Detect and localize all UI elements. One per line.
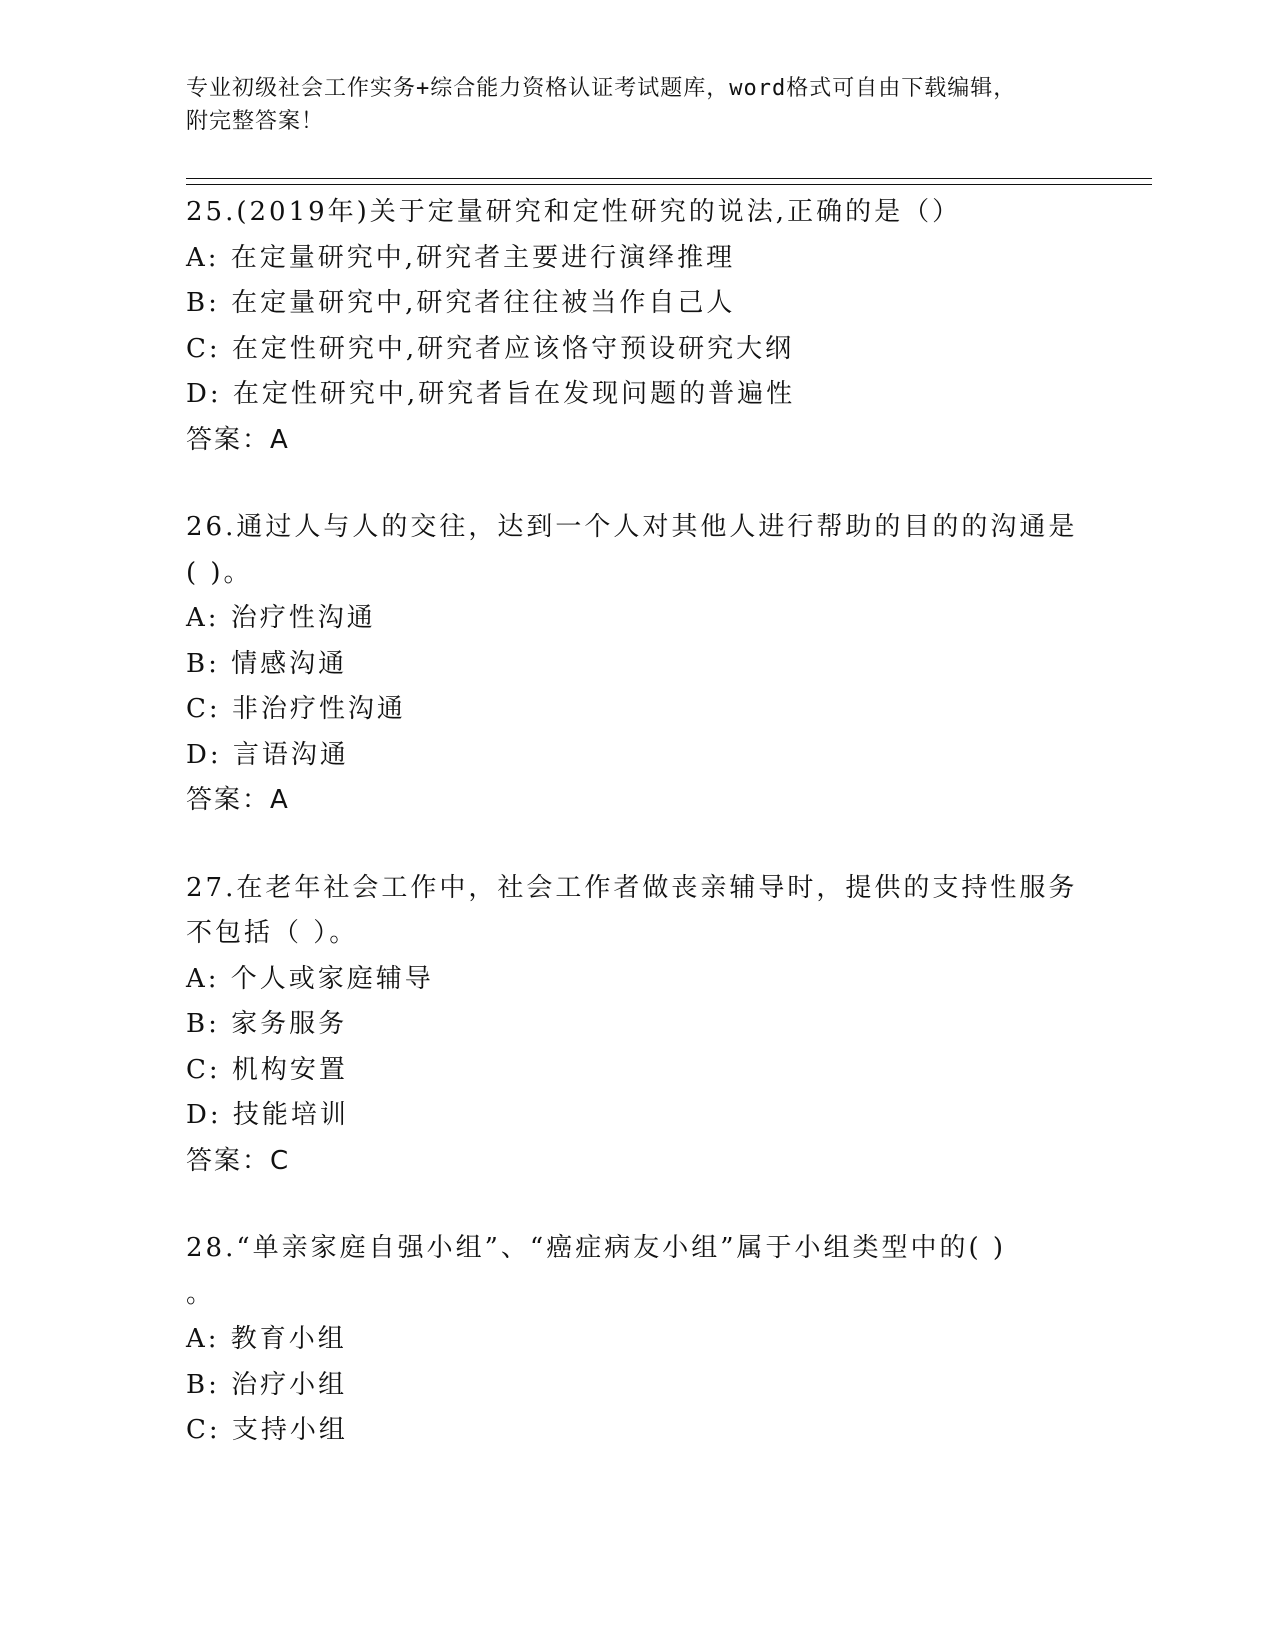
option-a: A: 个人或家庭辅导 [186,963,434,994]
answer-text: 答案：A [186,424,290,455]
option-c: C: 非治疗性沟通 [186,694,406,724]
question-stem: 28.“单亲家庭自强小组”、“癌症病友小组”属于小组类型中的( ) [186,1233,1007,1263]
question-27 [186,866,1086,1185]
option-b: B: 情感沟通 [186,648,348,679]
question-stem-continued: ( )。 [186,557,253,588]
question-stem: 26.通过人与人的交往，达到一个人对其他人进行帮助的目的的沟通是 [186,512,1078,542]
question-stem: 25.(2019年)关于定量研究和定性研究的说法,正确的是（） [186,197,962,227]
header-divider-bottom [186,184,1152,185]
answer-text: 答案：C [186,1145,291,1176]
question-list [186,190,1086,1496]
option-b: B: 在定量研究中,研究者往往被当作自己人 [186,288,736,318]
question-stem-continued: 。 [186,1278,216,1309]
answer-text: 答案：A [186,785,290,815]
option-d: D: 在定性研究中,研究者旨在发现问题的普遍性 [186,379,796,409]
question-26 [186,505,1086,824]
option-b: B: 治疗小组 [186,1369,348,1400]
option-b: B: 家务服务 [186,1009,348,1039]
question-stem-continued: 不包括（ ）。 [186,918,359,948]
header-line-2: 附完整答案！ [186,109,325,134]
header-line-1: 专业初级社会工作实务+综合能力资格认证考试题库，word格式可自由下载编辑， [186,76,1017,101]
option-a: A: 教育小组 [186,1324,347,1354]
header-divider-top [186,178,1152,179]
option-d: D: 言语沟通 [186,739,349,770]
option-c: C: 支持小组 [186,1415,348,1445]
option-a: A: 治疗性沟通 [186,603,376,633]
question-28 [186,1226,1086,1454]
document-header [186,72,1086,138]
question-stem: 27.在老年社会工作中，社会工作者做丧亲辅导时，提供的支持性服务 [186,872,1078,903]
question-25 [186,190,1086,463]
option-c: C: 在定性研究中,研究者应该恪守预设研究大纲 [186,333,795,364]
option-d: D: 技能培训 [186,1100,349,1130]
option-a: A: 在定量研究中,研究者主要进行演绎推理 [186,242,736,273]
option-c: C: 机构安置 [186,1054,348,1085]
